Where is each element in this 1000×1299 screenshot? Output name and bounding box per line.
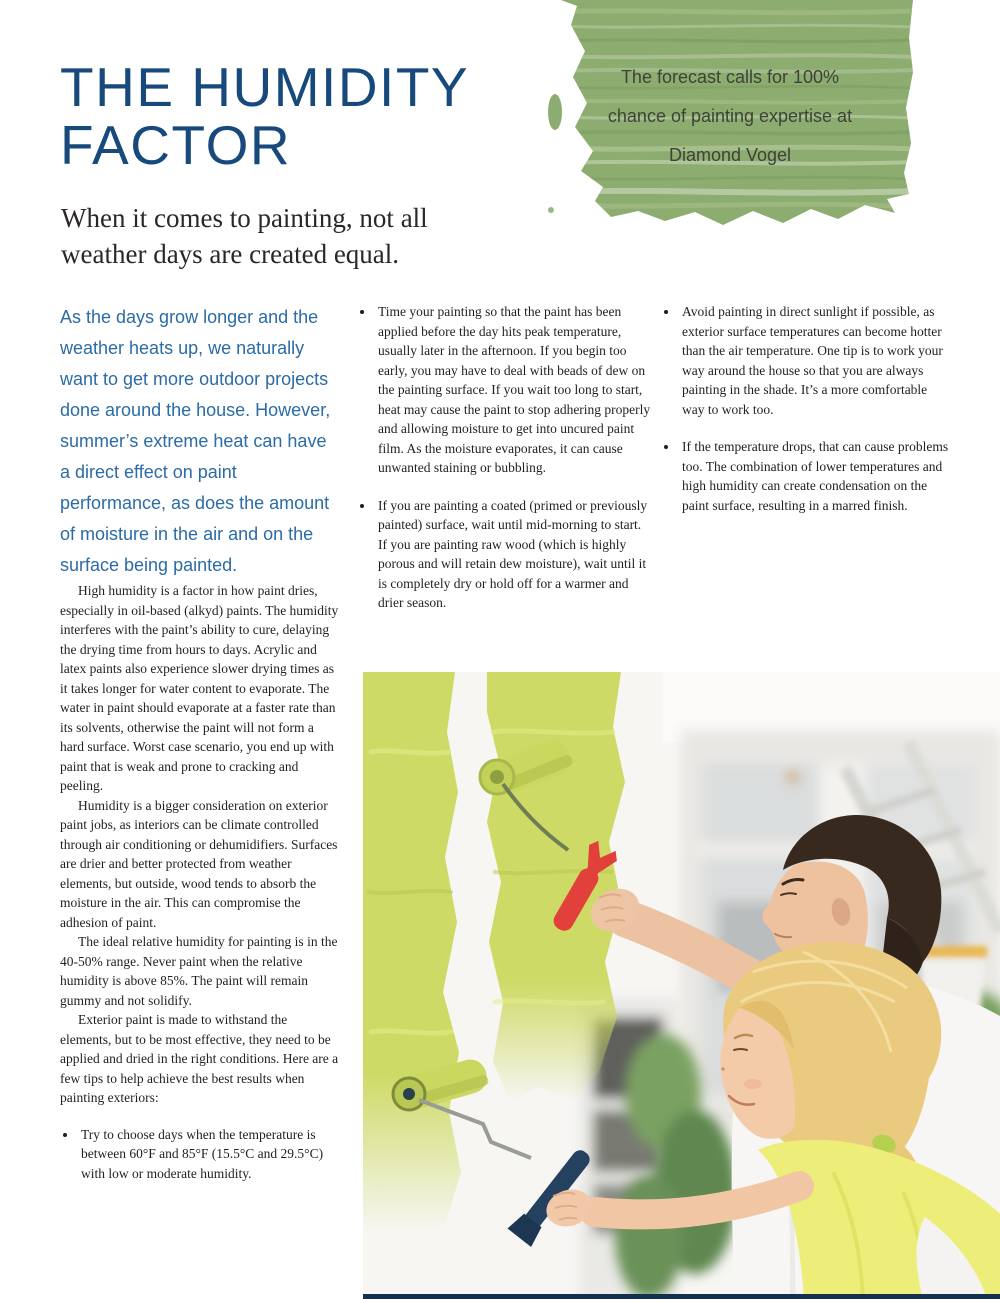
body-paragraph-1: High humidity is a factor in how paint dries, especially in oil-based (alkyd) paints. The humidity interferes with the paint’s ability to cure, delaying the drying time from hours to days. Acrylic and latex paints also experience slower drying times as it takes longer for water content to evaporate. The water in paint should evaporate at a faster rate than its solvents, otherwise the paint will not form a hard surface. Worst case scenario, you end up with paint that is weak and prone to cracking and peeling.: [60, 583, 339, 793]
couple-painting-photo: [363, 672, 1000, 1299]
column-middle: [357, 302, 651, 631]
column-right: [661, 302, 952, 533]
body-paragraph-2: Humidity is a bigger consideration on exterior paint jobs, as interiors can be climate controlled through air conditioning or dehumidifiers. Surfaces are drier and better protected from weather elements, but outside, wood tends to absorb the moisture in the air. This can compromise the adhesion of paint.: [60, 797, 338, 930]
page-title-line1: THE HUMIDITY: [60, 56, 470, 118]
tip-item: • Time your painting so that the paint has been applied before the day hits peak temperature, usually later in the afternoon. If you begin too early, you may have to deal with beads of dew on the painting surface. If you wait too long to start, heat may cause the paint to stop adhering properly and allowing moisture to get into uncured paint film. As the moisture evaporates, it can cause unwanted staining or bubbling.: [375, 302, 651, 478]
column-left: [60, 302, 340, 1201]
banner-line2: chance of painting expertise at: [607, 106, 853, 126]
page-title-line2: FACTOR: [60, 114, 292, 176]
banner-text: [543, 58, 917, 175]
brush-stroke-banner: [543, 0, 917, 252]
tips-list-right: [661, 302, 952, 515]
tip-item: • If you are painting a coated (primed or previously painted) surface, wait until mid-morning to start. If you are painting raw wood (which is highly porous and will retain dew moisture), wait until it is completely dry or hold off for a warmer and drier season.: [375, 496, 651, 613]
body-paragraph-4: Exterior paint is made to withstand the elements, but to be most effective, they need to be applied and dried in the right conditions. Here are a few tips to help achieve the best results when painting exteriors:: [60, 1012, 339, 1105]
tip-item: • Try to choose days when the temperature is between 60°F and 85°F (15.5°C and 29.5°C) with low or moderate humidity.: [78, 1125, 340, 1184]
page-title: [60, 58, 469, 174]
page-subtitle: When it comes to painting, not all weather days are created equal.: [61, 203, 428, 269]
body-paragraph-3: The ideal relative humidity for painting is in the 40-50% range. Never paint when the relative humidity is above 85%. The paint will remain gummy and not solidify.: [60, 934, 338, 1008]
tips-list-middle: [357, 302, 651, 613]
footer-accent-bar: [363, 1294, 1000, 1299]
couple-painting-illustration: [363, 672, 1000, 1299]
tip-item: • Avoid painting in direct sunlight if possible, as exterior surface temperatures can become hotter than the air temperature. One tip is to work your way around the house so that you are always painting in the shade. It’s a more comfortable way to work too.: [679, 302, 952, 419]
banner-line3: Diamond Vogel: [668, 145, 792, 165]
tips-list-left: [60, 1125, 340, 1184]
tip-item: • If the temperature drops, that can cause problems too. The combination of lower temperatures and high humidity can create condensation on the paint surface, resulting in a marred finish.: [679, 437, 952, 515]
intro-paragraph: As the days grow longer and the weather heats up, we naturally want to get more outdoor projects done around the house. However, summer’s extreme heat can have a direct effect on paint performance, as does the amount of moisture in the air and on the surface being painted.: [60, 307, 331, 575]
banner-line1: The forecast calls for 100%: [620, 67, 840, 87]
